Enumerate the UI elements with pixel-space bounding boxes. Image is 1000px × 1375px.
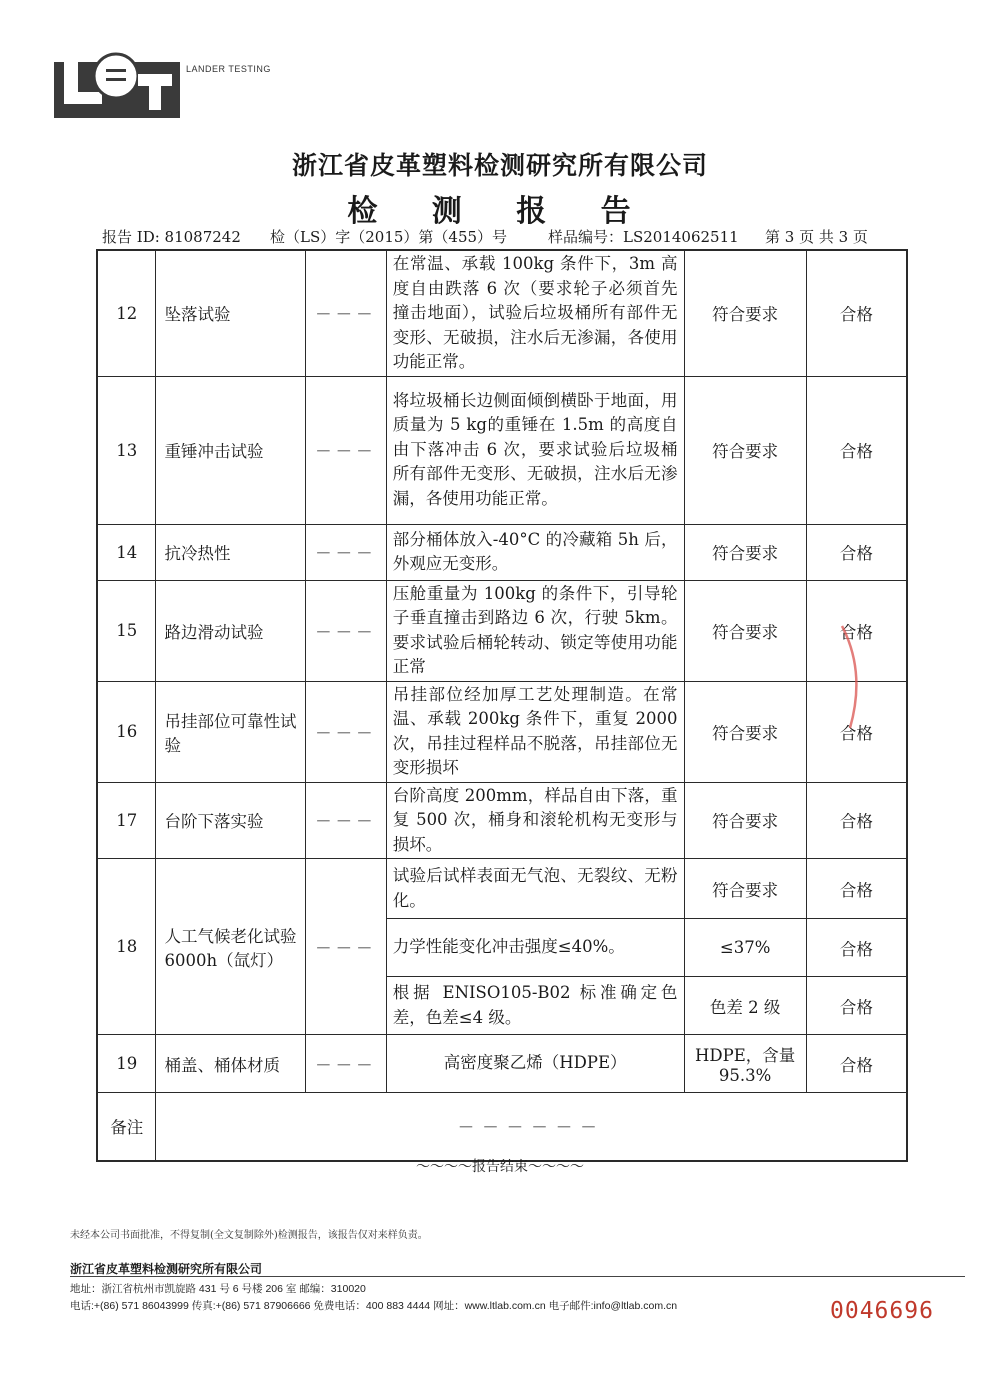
result-cell: 色差 2 级 bbox=[684, 977, 806, 1035]
standard-cell: －－－ bbox=[305, 681, 386, 782]
table-row bbox=[97, 681, 907, 782]
standard-cell: －－－ bbox=[305, 524, 386, 580]
table-row bbox=[97, 376, 907, 524]
remarks-label: 备注 bbox=[97, 1093, 156, 1161]
result-cell: 符合要求 bbox=[684, 250, 806, 376]
judgement-cell: 合格 bbox=[806, 859, 907, 919]
requirement-cell: 试验后试样表面无气泡、无裂纹、无粉化。 bbox=[386, 859, 684, 919]
requirement-cell: 部分桶体放入-40°C 的冷藏箱 5h 后，外观应无变形。 bbox=[386, 524, 684, 580]
result-cell: ≤37% bbox=[684, 919, 806, 977]
item-name: 重锤冲击试验 bbox=[156, 376, 305, 524]
judgement-cell: 合格 bbox=[806, 681, 907, 782]
judgement-cell: 合格 bbox=[806, 919, 907, 977]
requirement-cell: 将垃圾桶长边侧面倾倒横卧于地面，用质量为 5 kg的重锤在 1.5m 的高度自由下落冲击 6 次，要求试验后垃圾桶所有部件无变形、无破损，注水后无渗漏，各使用功能正常。 bbox=[386, 376, 684, 524]
footer-contact: 电话:+(86) 571 86043999 传真:+(86) 571 87906666 免费电话：400 883 4444 网址：www.ltlab.com.cn 电子邮件:info@ltlab.com.cn bbox=[70, 1300, 678, 1312]
report-title: 检 测 报 告 bbox=[347, 194, 653, 229]
requirement-cell: 台阶高度 200mm，样品自由下落，重复 500 次，桶身和滚轮机构无变形与损坏。 bbox=[386, 782, 684, 859]
result-cell: 符合要求 bbox=[684, 681, 806, 782]
test-results-table bbox=[96, 249, 908, 1162]
footer-address: 地址：浙江省杭州市凯旋路 431 号 6 号楼 206 室 邮编：310020 bbox=[70, 1283, 366, 1295]
page-info: 第 3 页 共 3 页 bbox=[765, 228, 868, 246]
table-row bbox=[97, 580, 907, 681]
standard-cell: －－－ bbox=[305, 1035, 386, 1093]
judgement-cell: 合格 bbox=[806, 782, 907, 859]
requirement-cell: 在常温、承载 100kg 条件下，3m 高度自由跌落 6 次（要求轮子必须首先撞击地面），试验后垃圾桶所有部件无变形、无破损，注水后无渗漏，各使用功能正常。 bbox=[386, 250, 684, 376]
item-name: 路边滑动试验 bbox=[156, 580, 305, 681]
table-row bbox=[97, 859, 907, 919]
table-row bbox=[97, 782, 907, 859]
item-number: 12 bbox=[97, 250, 156, 376]
serial-number: 0046696 bbox=[830, 1298, 934, 1324]
item-name: 坠落试验 bbox=[156, 250, 305, 376]
standard-cell: －－－ bbox=[305, 782, 386, 859]
standard-cell: －－－ bbox=[305, 376, 386, 524]
logo-tagline: LANDER TESTING bbox=[186, 64, 271, 74]
footer-company: 浙江省皮革塑料检测研究所有限公司 bbox=[70, 1262, 263, 1276]
item-number: 19 bbox=[97, 1035, 156, 1093]
table-row bbox=[97, 524, 907, 580]
judgement-cell: 合格 bbox=[806, 580, 907, 681]
requirement-cell: 压舱重量为 100kg 的条件下，引导轮子垂直撞击到路边 6 次，行驶 5km。要求试验后桶轮转动、锁定等使用功能正常 bbox=[386, 580, 684, 681]
item-number: 18 bbox=[97, 859, 156, 1035]
item-number: 17 bbox=[97, 782, 156, 859]
lt-logo bbox=[54, 52, 180, 118]
item-number: 13 bbox=[97, 376, 156, 524]
judgement-cell: 合格 bbox=[806, 977, 907, 1035]
result-cell: 符合要求 bbox=[684, 524, 806, 580]
result-cell: 符合要求 bbox=[684, 859, 806, 919]
requirement-cell: 高密度聚乙烯（HDPE） bbox=[386, 1035, 684, 1093]
report-end-marker: ～～～～报告结束～～～～ bbox=[416, 1159, 584, 1175]
judgement-cell: 合格 bbox=[806, 250, 907, 376]
standard-cell: －－－ bbox=[305, 580, 386, 681]
result-cell: HDPE，含量 95.3% bbox=[684, 1035, 806, 1093]
footer-divider bbox=[70, 1276, 965, 1277]
item-name: 人工气候老化试验 6000h（氙灯） bbox=[156, 859, 305, 1035]
standard-cell: －－－ bbox=[305, 859, 386, 1035]
result-cell: 符合要求 bbox=[684, 782, 806, 859]
report-number: 检（LS）字（2015）第（455）号 bbox=[270, 228, 508, 246]
judgement-cell: 合格 bbox=[806, 1035, 907, 1093]
item-name: 吊挂部位可靠性试验 bbox=[156, 681, 305, 782]
item-number: 15 bbox=[97, 580, 156, 681]
remarks-row bbox=[97, 1093, 907, 1161]
item-name: 台阶下落实验 bbox=[156, 782, 305, 859]
table-row bbox=[97, 1035, 907, 1093]
result-cell: 符合要求 bbox=[684, 376, 806, 524]
result-cell: 符合要求 bbox=[684, 580, 806, 681]
table-row bbox=[97, 250, 907, 376]
item-name: 抗冷热性 bbox=[156, 524, 305, 580]
requirement-cell: 吊挂部位经加厚工艺处理制造。在常温、承载 200kg 条件下，重复 2000 次，吊挂过程样品不脱落，吊挂部位无变形损坏 bbox=[386, 681, 684, 782]
item-number: 16 bbox=[97, 681, 156, 782]
report-id: 报告 ID: 81087242 bbox=[102, 228, 241, 246]
item-number: 14 bbox=[97, 524, 156, 580]
remarks-value: －－－－－－ bbox=[156, 1093, 907, 1161]
red-seal-mark bbox=[838, 622, 868, 732]
requirement-cell: 根据 ENISO105-B02 标准确定色差，色差≤4 级。 bbox=[386, 977, 684, 1035]
judgement-cell: 合格 bbox=[806, 376, 907, 524]
standard-cell: －－－ bbox=[305, 250, 386, 376]
requirement-cell: 力学性能变化冲击强度≤40%。 bbox=[386, 919, 684, 977]
judgement-cell: 合格 bbox=[806, 524, 907, 580]
item-name: 桶盖、桶体材质 bbox=[156, 1035, 305, 1093]
sample-number: 样品编号：LS2014062511 bbox=[548, 228, 739, 246]
footer-notice: 未经本公司书面批准，不得复制(全文复制除外)检测报告，该报告仅对来样负责。 bbox=[70, 1230, 428, 1241]
company-title: 浙江省皮革塑料检测研究所有限公司 bbox=[291, 151, 708, 180]
